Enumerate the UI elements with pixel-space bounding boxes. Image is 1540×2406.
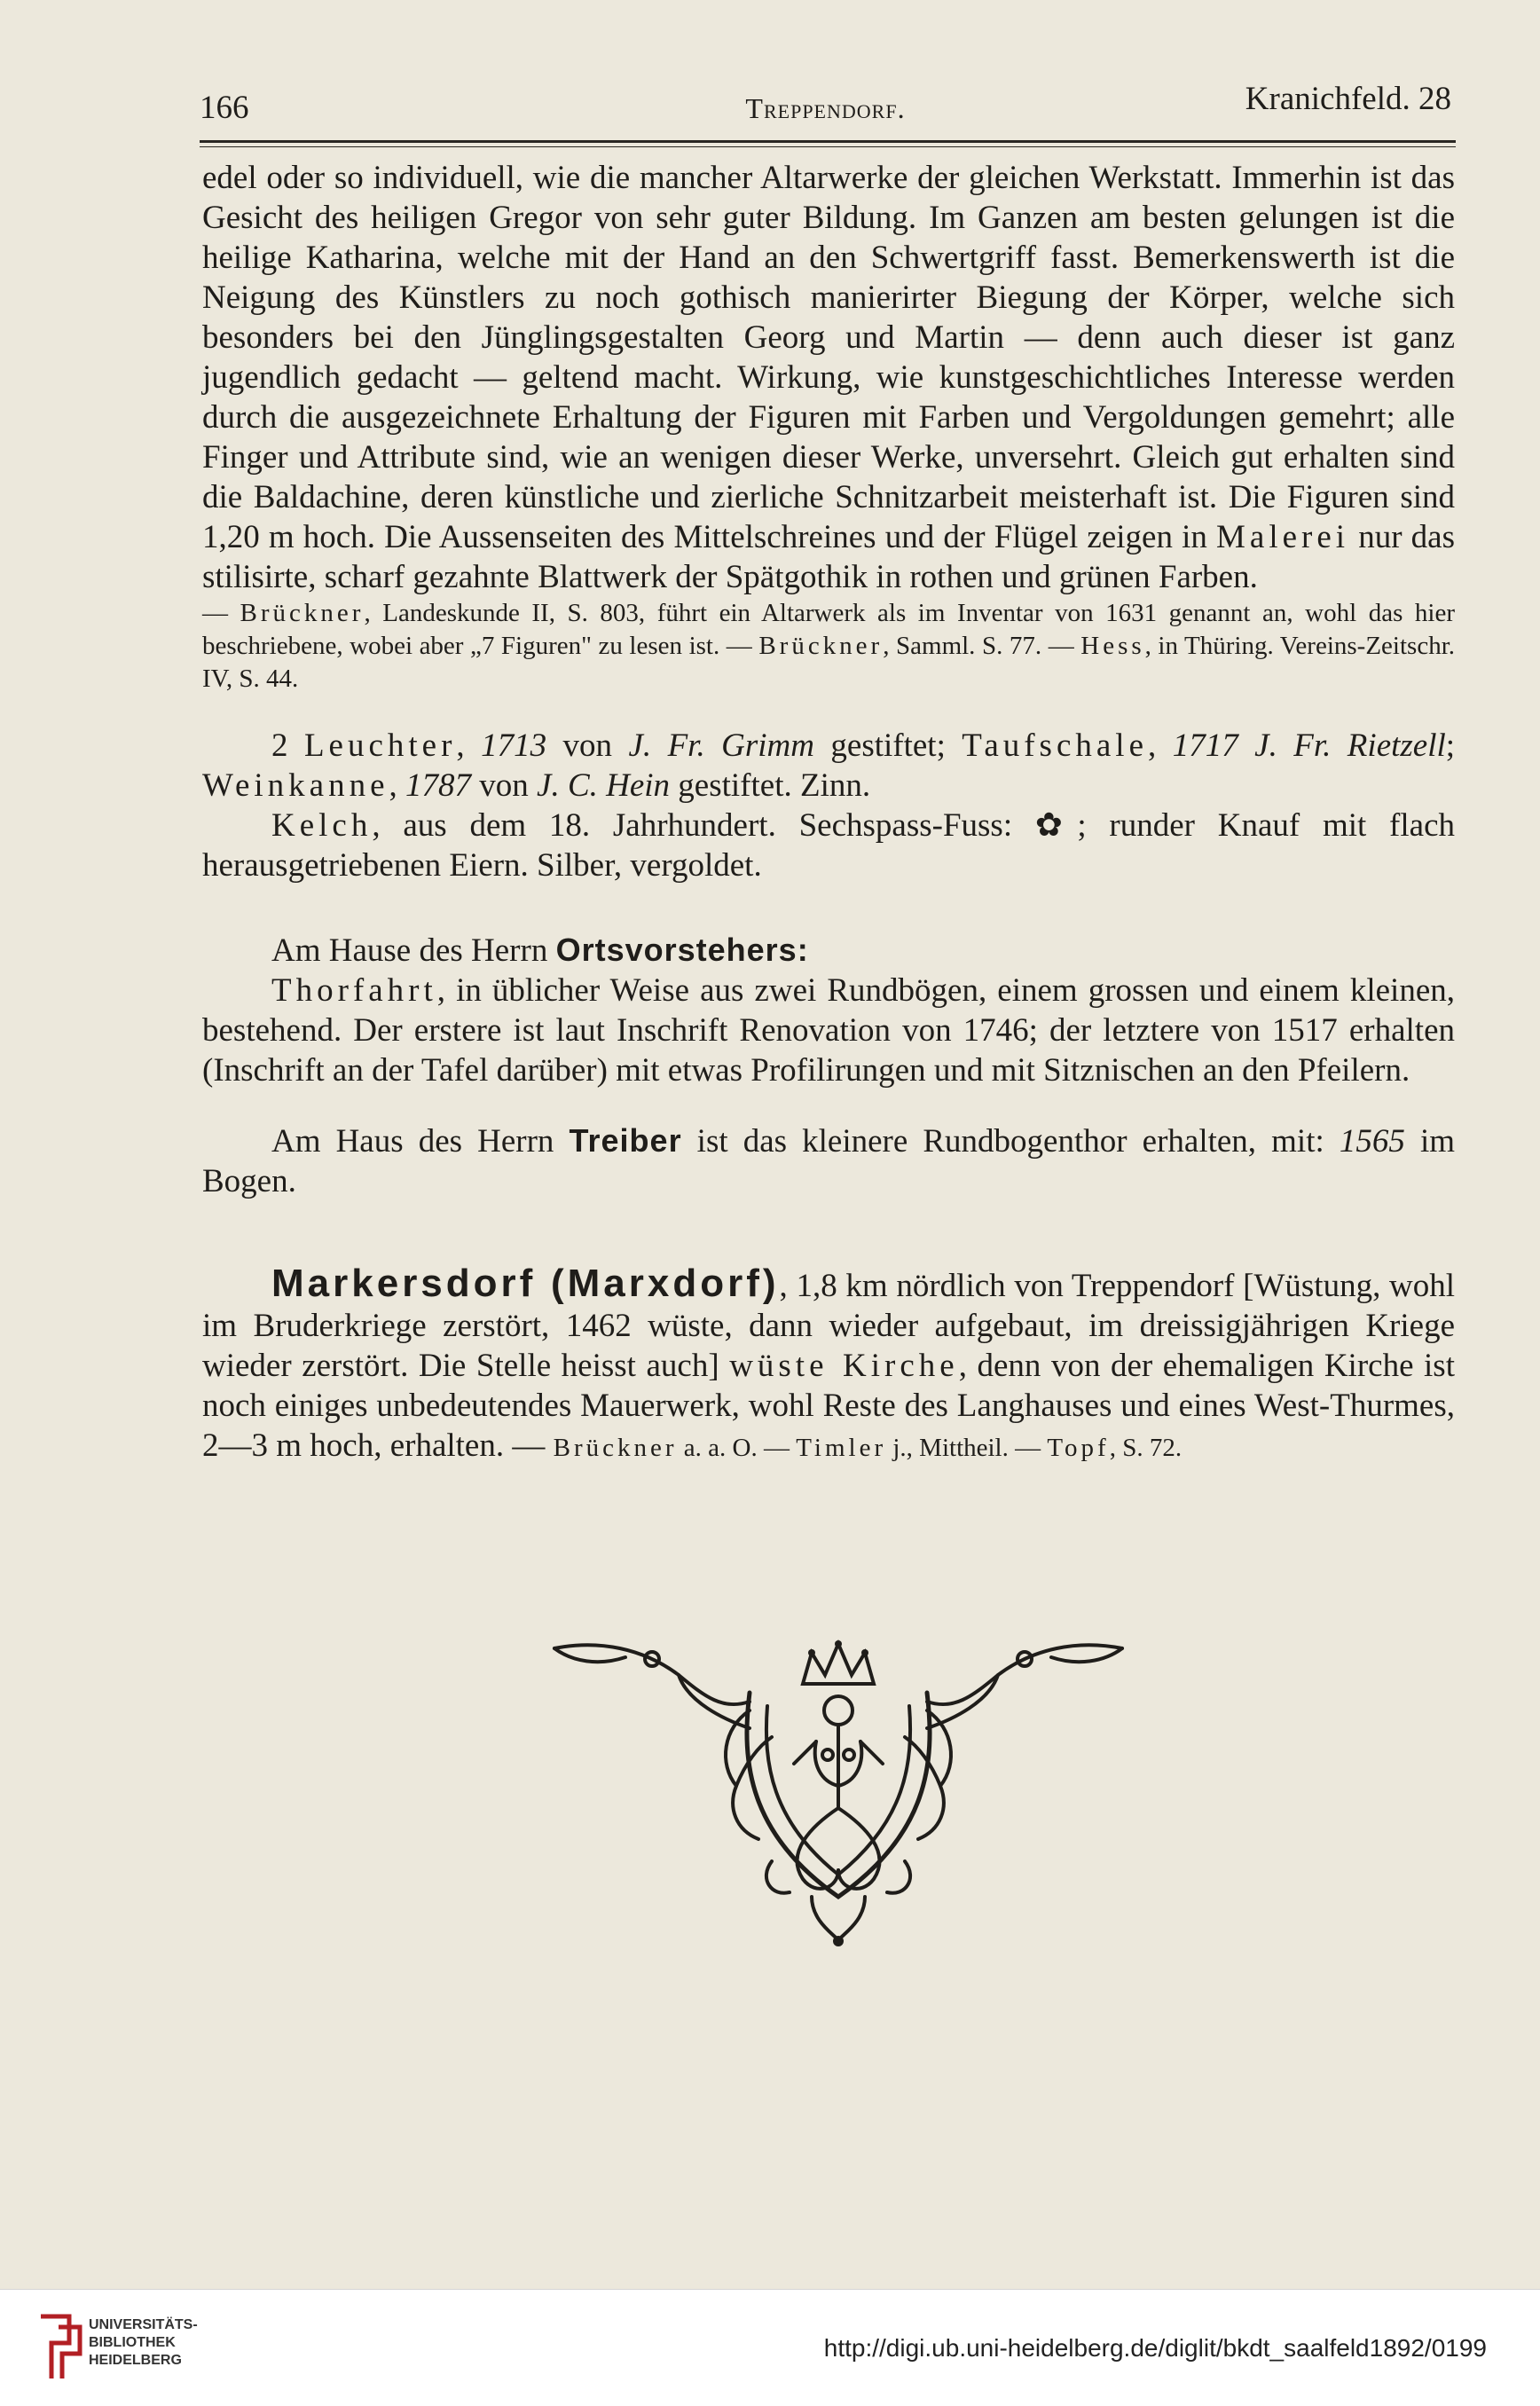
spaced-term: wüste Kirche [729,1348,959,1384]
text-run: j., Mittheil. — [886,1434,1048,1462]
year: 1717 [1172,727,1238,764]
author-name: Brückner [758,632,884,660]
text-run: edel oder so individuell, wie die mancher Altarwerke der gleichen Werkstatt. Immerhin ist das Gesicht des heiligen Gregor von sehr guter Bildung. Im Ganzen am besten gelungen ist die heilige Katharina, welche mit der Hand an den Schwertgriff fasst. Bemerkenswerth ist die Neigung des Künstlers zu noch gothisch manierirter Biegung der Körper, welche sich besonders bei den Jünglingsgestalten Georg und Martin — denn auch dieser ist ganz jugendlich gedacht — geltend macht. Wirkung, wie kunstgeschichtliches Interesse werden durch die ausgezeichnete Erhaltung der Figuren mit Farben und Vergoldungen gemehrt; alle Finger und Attribute sind, wie an wenigen dieser Werke, unversehrt. Gleich gut erhalten sind die Baldachine, deren künstliche und zierliche Schnitzarbeit meisterhaft ist. Die Figuren sind 1,20 m hoch. Die Aussenseiten des Mittelschreines und der Flügel zeigen in [202,160,1455,555]
text-run: , in üblicher Weise aus zwei Rundbögen, einem grossen und einem kleinen, bestehend. Der erstere ist laut Inschrift Renovation von 1746; der letztere von 1517 erhalten (Inschrift an der Tafel darüber) mit etwas Profilirungen und mit Sitznischen an den Pfeilern. [202,972,1455,1089]
author-name: Timler [796,1434,887,1462]
spaced-term: Malerei [1216,519,1350,555]
running-header-right: Kranichfeld. 28 [1245,81,1451,117]
library-line: HEIDELBERG [89,2353,182,2368]
library-line: BIBLIOTHEK [89,2335,176,2350]
spaced-term: Weinkanne [202,767,389,804]
text-run: ist das kleinere Rundbogenthor erhalten, mit: [681,1123,1340,1160]
library-logo-icon [34,2308,87,2384]
text-run: , aus dem 18. Jahrhundert. Sechspass-Fuss: ✿; runder Knauf mit flach herausgetriebenen Eiern. Silber, vergoldet. [202,807,1455,884]
spaced-term: Leuchter [303,727,457,764]
year: 1713 [481,727,547,764]
spacer [202,885,1455,930]
references-altarwerk [202,597,1455,696]
permalink-url[interactable]: http://digi.ub.uni-heidelberg.de/diglit/bkdt_saalfeld1892/0199 [823,2334,1487,2362]
entry-markersdorf [202,1263,1455,1466]
text-run: a. a. O. — [677,1434,797,1462]
author-name: Brückner [553,1434,678,1462]
text-run: im Bogen. [202,1123,1456,1199]
text-run: 2 [271,727,304,764]
text-run: , in Thüring. Vereins-Zeitschr. IV, S. 44. [202,632,1456,693]
text-run: gestiftet; [813,727,962,764]
donor-name: J. C. Hein [537,767,671,804]
header-rule-thin [200,146,1456,147]
text-run: , Samml. S. 77. — [883,632,1081,660]
text-run: — [202,599,240,627]
main-text [202,158,1455,1466]
spaced-term: Kelch [271,807,373,844]
heading-ortsvorsteher [202,930,1455,971]
bold-heading: Ortsvorstehers: [555,932,809,968]
author-name: Hess [1080,632,1145,660]
paragraph-treiber [202,1120,1455,1201]
text-run: Am Haus des Herrn [271,1123,570,1160]
text-run: , S. 72. [1109,1434,1182,1462]
spacer [202,1201,1455,1263]
running-title: Treppendorf. [745,92,906,124]
spacer [202,696,1455,726]
spaced-term: Thorfahrt [271,972,437,1009]
text-run: , 1,8 km nördlich von Treppendorf [Wüstung, wohl im Bruderkriege zerstört, 1462 wüste, dann wieder aufgebaut, im dreissigjährigen Kriege wieder zerstört. Die Stelle heisst auch] [202,1268,1455,1384]
paragraph-leuchter [202,726,1455,806]
text-run: Am Hause des Herrn [271,932,556,969]
text-run: , [389,767,406,804]
donor-name: J. Fr. Rietzell [1254,727,1446,764]
text-run: , Landeskunde II, S. 803, führt ein Altarwerk als im Inventar von 1631 genannt an, wohl das hier beschriebene, wobei aber „7 Figuren" zu lesen ist. — [202,599,1455,660]
running-header [200,78,1451,131]
text-run: , [1148,727,1173,764]
author-name: Brückner [240,599,365,627]
header-rule-thick [200,140,1456,143]
spaced-term: Taufschale [962,727,1149,764]
text-run: gestiftet. Zinn. [670,767,871,804]
library-line: UNIVERSITÄTS- [89,2317,198,2332]
text-run: ; [1445,727,1456,764]
paragraph-altarwerk [202,158,1455,597]
decorative-vignette [546,1631,1131,1950]
text-run: von [546,727,629,764]
place-heading: Markersdorf (Marxdorf) [271,1262,780,1305]
year: 1787 [405,767,472,804]
text-run [1238,727,1254,764]
page-number: 166 [200,90,249,126]
text-run: , denn von der ehemaligen Kirche ist noch einiges unbedeutendes Mauerwerk, wohl Reste des Langhauses und eines West-Thurmes, 2—3 m hoch, erhalten. — [202,1348,1455,1464]
digitization-footer [0,2289,1540,2406]
text-run: von [471,767,538,804]
text-run: , [456,727,482,764]
author-name: Topf [1047,1434,1110,1462]
bold-heading: Treiber [569,1122,682,1159]
paragraph-kelch [202,806,1455,885]
library-name [89,2316,198,2370]
text-run: nur das stilisirte, scharf gezahnte Blattwerk der Spätgothik in rothen und grünen Farben. [202,519,1455,595]
year: 1565 [1339,1123,1405,1160]
spacer [202,1090,1455,1120]
paragraph-thorfahrt [202,971,1455,1090]
donor-name: J. Fr. Grimm [628,727,814,764]
